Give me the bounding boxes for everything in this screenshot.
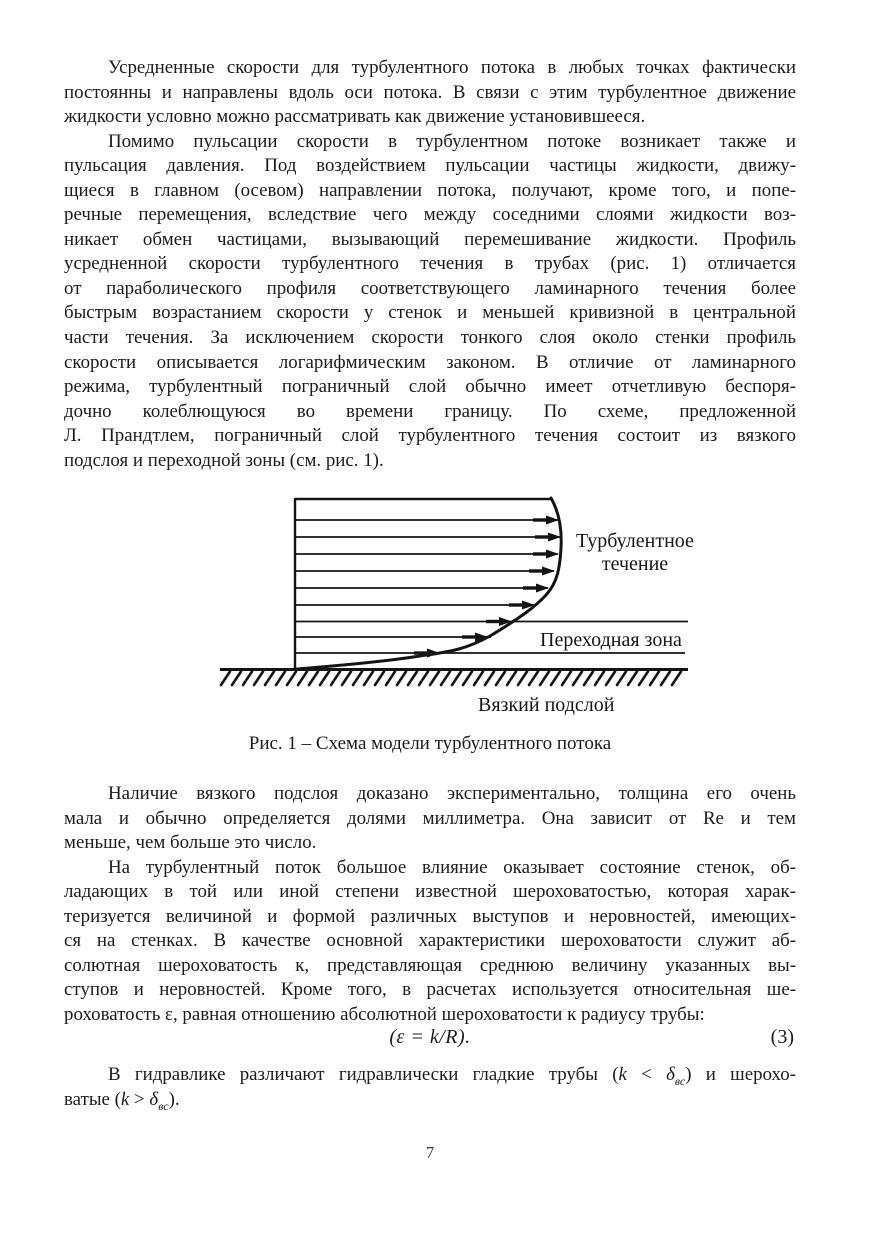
arrow-icon (523, 584, 549, 593)
text-line: щиеся в главном (осевом) направлении потока, получают, кроме того, и попе- (64, 179, 796, 201)
text-line: роховатость ε, равная отношению абсолютной шероховатости к радиусу трубы: (64, 1003, 705, 1025)
text-segment: δ (666, 1064, 675, 1085)
velocity-profile-curve (297, 498, 561, 669)
text-segment: вс (674, 1073, 686, 1088)
text-line: пульсация давления. Под воздействием пульсации частицы жидкости, движу- (64, 155, 796, 177)
page-number: 7 (425, 1143, 435, 1162)
text-segment: ватые ( (64, 1088, 121, 1110)
text-line: ся на стенках. В качестве основной характеристики шероховатости служит аб- (64, 930, 796, 952)
turbulent-flow-diagram (218, 494, 723, 726)
text-line: скорости описывается логарифмическим законом. В отличие от ламинарного (64, 351, 796, 373)
text-line: жидкости условно можно рассматривать как движение установившееся. (64, 106, 646, 128)
text-segment: k (618, 1064, 627, 1085)
text-line: Наличие вязкого подслоя доказано экспериментально, толщина его очень (108, 783, 796, 804)
equation-number: (3) (770, 1026, 794, 1048)
body-text-top (64, 56, 796, 473)
text-line: постоянны и направлены вдоль оси потока. В связи с этим турбулентное движение (64, 81, 796, 103)
label-transition-zone: Переходная зона (540, 629, 682, 651)
text-line: дочно колеблющуюся во времени границу. По схеме, предложенной (64, 400, 796, 422)
label-viscous-sublayer: Вязкий подслой (478, 694, 615, 716)
wall-hatching (221, 672, 681, 686)
text-line: ступов и неровностей. Кроме того, в расчетах используется относительная ше- (64, 979, 796, 1001)
arrow-icon (529, 567, 555, 576)
text-line: меньше, чем больше это число. (64, 832, 317, 854)
equation-row (64, 1026, 796, 1054)
text-line: Усредненные скорости для турбулентного потока в любых точках фактически (108, 57, 796, 78)
text-line: от параболического профиля соответствующего ламинарного течения более (64, 277, 796, 299)
text-segment: k (120, 1088, 130, 1110)
text-line: На турбулентный поток большое влияние оказывает состояние стенок, об- (108, 856, 796, 878)
text-line: Л. Прандтлем, пограничный слой турбулентного течения состоит из вязкого (64, 425, 796, 447)
arrow-icon (533, 550, 559, 559)
text-segment: δ (149, 1088, 159, 1110)
text-line: теризуется величиной и формой различных выступов и неровностей, имеющих- (64, 905, 796, 927)
arrow-icon (535, 533, 561, 542)
text-line: мала и обычно определяется долями миллиметра. Она зависит от Re и тем (64, 807, 796, 829)
text-segment: < (626, 1064, 667, 1085)
text-line (64, 1063, 796, 1088)
label-turbulent-flow: Турбулентное течение (576, 530, 694, 575)
text-segment: В гидравлике различают гидравлически гладкие трубы ( (108, 1064, 619, 1085)
text-segment: вс (158, 1098, 169, 1113)
text-line: солютная шероховатость к, представляющая среднюю величину указанных вы- (64, 954, 796, 976)
figure-caption: Рис. 1 – Схема модели турбулентного потока (248, 733, 612, 754)
text-line: никает обмен частицами, вызывающий перемешивание жидкости. Профиль (64, 228, 796, 250)
text-line: быстрым возрастанием скорости у стенок и меньшей кривизной в центральной (64, 302, 796, 324)
text-line: Помимо пульсации скорости в турбулентном потоке возникает также и (108, 130, 796, 152)
text-line: подслоя и переходной зоны (см. рис. 1). (64, 449, 384, 471)
text-segment: ). (168, 1088, 180, 1110)
text-line: речные перемещения, вследствие чего между соседними слоями жидкости воз- (64, 204, 796, 226)
text-line: режима, турбулентный пограничный слой обычно имеет отчетливую беспоря- (64, 376, 796, 398)
equation-formula: (ε = k/R). (389, 1026, 471, 1048)
text-line: усредненной скорости турбулентного течения в трубах (рис. 1) отличается (64, 253, 796, 275)
final-paragraph (64, 1063, 796, 1112)
text-line (64, 1088, 796, 1113)
body-text-after-figure (64, 782, 796, 1027)
arrow-icon (533, 516, 559, 525)
text-segment: ) и шерохо- (685, 1064, 796, 1085)
text-line: ладающих в той или иной степени известной шероховатостью, которая харак- (64, 881, 796, 903)
text-line: части течения. За исключением скорости тонкого слоя около стенки профиль (64, 327, 796, 349)
text-segment: > (129, 1088, 150, 1110)
